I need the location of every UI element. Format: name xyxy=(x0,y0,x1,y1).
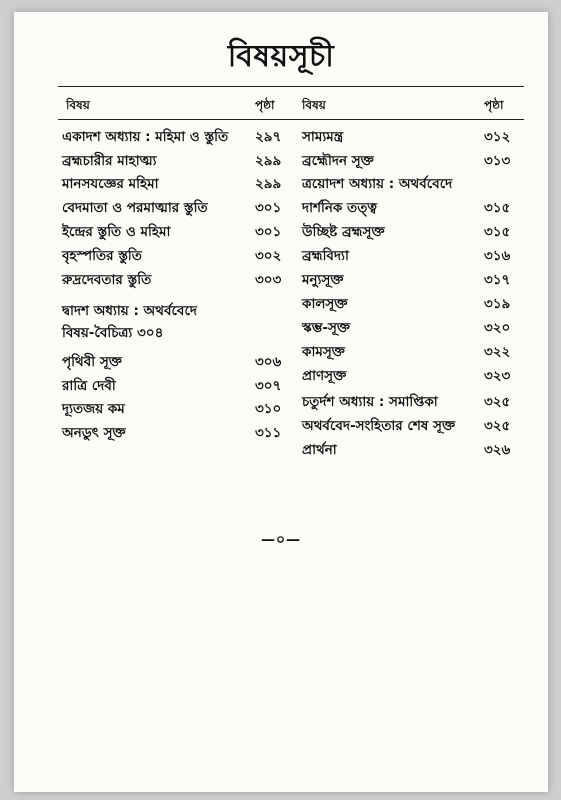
left-entry-10-subject: পৃথিবী সূক্ত xyxy=(62,354,122,370)
page-footer-mark: —০— xyxy=(260,532,302,548)
top-rule xyxy=(58,86,524,87)
left-page-header: পৃষ্ঠা xyxy=(255,98,275,112)
left-entry-6-subject: বৃহস্পতির স্তুতি xyxy=(62,248,142,264)
left-entry-4-page: ৩০১ xyxy=(255,200,282,216)
right-entry-3-subject: ত্রয়োদশ অধ্যায় : অথর্ববেদে xyxy=(302,176,453,192)
left-entry-6-page: ৩০২ xyxy=(255,248,282,264)
right-entry-2-page: ৩১৩ xyxy=(484,153,511,169)
right-entry-14-subject: প্রার্থনা xyxy=(302,442,337,458)
right-entry-10-page: ৩২২ xyxy=(484,344,511,360)
left-entry-10-page: ৩০৬ xyxy=(255,354,282,370)
right-entry-6-page: ৩১৬ xyxy=(484,248,511,264)
right-entry-13-subject: অথর্ববেদ-সংহিতার শেষ সূক্ত xyxy=(302,418,456,434)
document-page xyxy=(14,12,548,792)
left-entry-3-page: ২৯৯ xyxy=(255,176,282,192)
right-entry-1-subject: সাম্যমন্ত্র xyxy=(302,129,344,145)
page-title: বিষয়সূচী xyxy=(227,39,335,74)
left-entry-8-subject: দ্বাদশ অধ্যায় : অথর্ববেদে xyxy=(62,303,197,319)
right-entry-5-page: ৩১৫ xyxy=(484,224,511,240)
right-entry-4-page: ৩১৫ xyxy=(484,200,511,216)
right-entry-4-subject: দার্শনিক তত্ত্ব xyxy=(302,200,377,216)
right-entry-14-page: ৩২৬ xyxy=(484,442,511,458)
right-entry-7-page: ৩১৭ xyxy=(484,272,511,288)
right-entry-13-page: ৩২৫ xyxy=(484,418,511,434)
right-entry-1-page: ৩১২ xyxy=(484,129,511,145)
left-entry-13-subject: অনডুৎ সূক্ত xyxy=(62,425,126,441)
right-entry-7-subject: মন্যুসূক্ত xyxy=(302,272,344,288)
right-entry-6-subject: ব্রহ্মবিদ্যা xyxy=(302,248,349,264)
header-rule xyxy=(58,119,524,120)
left-entry-5-page: ৩০১ xyxy=(255,224,282,240)
left-entry-12-subject: দ্যূতজয় কম xyxy=(62,401,125,417)
left-entry-2-page: ২৯৯ xyxy=(255,153,282,169)
right-page-header: পৃষ্ঠা xyxy=(484,98,504,112)
left-entry-3-subject: মানসযজ্ঞের মহিমা xyxy=(62,176,159,192)
left-entry-2-subject: ব্রহ্মচারীর মাহাত্ম্য xyxy=(62,153,157,169)
left-entry-1-subject: একাদশ অধ্যায় : মহিমা ও স্তুতি xyxy=(62,129,229,145)
left-entry-1-page: ২৯৭ xyxy=(255,129,282,145)
right-entry-11-subject: প্রাণসূক্ত xyxy=(302,368,347,384)
left-entry-9-subject: বিষয়-বৈচিত্র্য ৩০৪ xyxy=(62,325,164,341)
left-entry-7-subject: রুদ্রদেবতার স্তুতি xyxy=(62,272,152,288)
right-entry-9-page: ৩২০ xyxy=(484,320,511,336)
right-entry-8-page: ৩১৯ xyxy=(484,296,511,312)
left-entry-7-page: ৩০৩ xyxy=(255,272,282,288)
left-entry-13-page: ৩১১ xyxy=(255,425,282,441)
left-entry-5-subject: ইন্দ্রের স্তুতি ও মহিমা xyxy=(62,224,171,240)
left-entry-4-subject: বেদমাতা ও পরমাত্মার স্তুতি xyxy=(62,200,208,216)
right-entry-5-subject: উচ্ছিষ্ট ব্রহ্মসূক্ত xyxy=(302,224,385,240)
left-entry-11-page: ৩০৭ xyxy=(255,378,282,394)
right-entry-8-subject: কালসূক্ত xyxy=(302,296,348,312)
right-entry-11-page: ৩২৩ xyxy=(484,368,511,384)
left-entry-12-page: ৩১০ xyxy=(255,401,282,417)
right-entry-12-page: ৩২৫ xyxy=(484,394,511,410)
right-entry-9-subject: স্কম্ভ-সূক্ত xyxy=(302,320,351,336)
right-entry-10-subject: কামসূক্ত xyxy=(302,344,345,360)
right-subject-header: বিষয় xyxy=(302,98,326,112)
right-entry-2-subject: ব্রহ্মৌদন সূক্ত xyxy=(302,153,374,169)
left-entry-11-subject: রাত্রি দেবী xyxy=(62,378,116,394)
left-subject-header: বিষয় xyxy=(66,98,90,112)
right-entry-12-subject: চতুর্দশ অধ্যায় : সমাপ্তিকা xyxy=(302,394,438,410)
